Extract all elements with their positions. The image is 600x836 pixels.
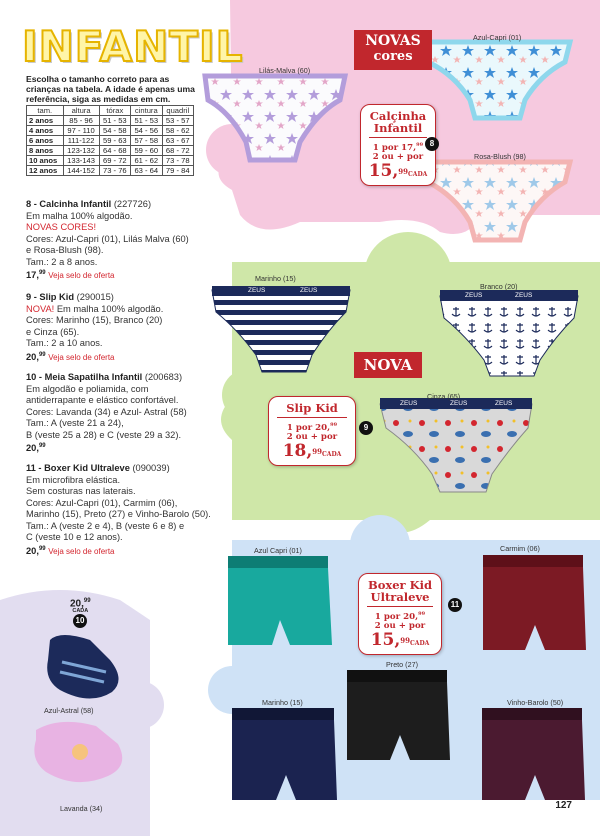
table-cell-age: 12 anos <box>27 166 64 176</box>
panty-lilac-image <box>205 76 345 160</box>
sock-lavender-image <box>34 722 122 782</box>
panty-capri-image <box>425 42 570 118</box>
product-line: C (veste 10 e 12 anos). <box>26 532 123 542</box>
product-price: 20,99 <box>26 351 46 362</box>
table-cell: 111-122 <box>63 136 99 146</box>
intro-text: Escolha o tamanho correto para as crianças na tabela. A idade é apenas uma referência, siga as medidas em cm. <box>26 74 195 104</box>
table-cell: 57 - 58 <box>131 136 162 146</box>
color-label: Rosa-Blush (98) <box>474 152 526 161</box>
table-cell: 53 - 57 <box>162 116 193 126</box>
brand-logo: ZEUS <box>300 287 318 294</box>
product-heading: 10 - Meia Sapatilha Infantil <box>26 372 143 382</box>
product-price: 20,99 <box>26 545 46 556</box>
product-number-badge: 8 <box>425 137 439 151</box>
table-cell: 123-132 <box>63 146 99 156</box>
table-cell: 58 - 62 <box>162 126 193 136</box>
color-label: Marinho (15) <box>262 698 303 707</box>
product-heading: 9 - Slip Kid <box>26 292 75 302</box>
product-heading: 8 - Calcinha Infantil <box>26 199 112 209</box>
product-line: Em algodão e poliamida, com <box>26 383 149 394</box>
product-line: Sem costuras nas laterais. <box>26 486 136 496</box>
brand-logo: ZEUS <box>450 400 468 407</box>
table-cell: 97 - 110 <box>63 126 99 136</box>
table-cell: 73 - 78 <box>162 156 193 166</box>
product-line: Tam.: 2 a 10 anos. <box>26 338 103 348</box>
product-line: Tam.: A (veste 21 a 24), <box>26 418 124 428</box>
table-cell: 59 - 63 <box>99 136 130 146</box>
color-label: Azul Capri (01) <box>254 546 302 555</box>
product-highlight: NOVAS CORES! <box>26 222 97 232</box>
table-cell: 63 - 64 <box>131 166 162 176</box>
sock-astral-image <box>47 635 118 699</box>
product-number-badge: 10 <box>73 614 87 628</box>
offer-note: Veja selo de oferta <box>48 352 115 362</box>
product-line: e Cinza (65). <box>26 326 80 337</box>
boxer-navy-image <box>232 708 337 800</box>
brand-logo: ZEUS <box>495 400 513 407</box>
table-cell: 51 - 53 <box>131 116 162 126</box>
table-cell-age: 2 anos <box>27 116 64 126</box>
brand-logo: ZEUS <box>400 400 418 407</box>
table-header-cell: tórax <box>99 106 130 116</box>
product-price: 20,99 <box>26 443 46 454</box>
table-cell-age: 4 anos <box>27 126 64 136</box>
boxer-barolo-image <box>482 708 585 800</box>
table-cell: 69 - 72 <box>99 156 130 166</box>
product-line: Cores: Marinho (15), Branco (20) <box>26 315 163 325</box>
slip-white-image <box>440 290 578 376</box>
offer-note: Veja selo de oferta <box>48 546 115 556</box>
product-line: Cores: Lavanda (34) e Azul- Astral (58) <box>26 406 187 417</box>
offer-calcinha: Calçinha Infantil 1 por 17,99 2 ou + por 15,99CADA <box>360 104 436 186</box>
brand-logo: ZEUS <box>515 292 533 299</box>
product-code: (200683) <box>144 372 183 382</box>
product-line: e Rosa-Blush (98). <box>26 245 104 255</box>
slip-navy-image <box>212 286 350 372</box>
color-label: Azul-Capri (01) <box>473 33 522 42</box>
brand-logo: ZEUS <box>248 287 266 294</box>
color-label: Cinza (65) <box>427 392 461 401</box>
color-label: Azul-Astral (58) <box>44 706 94 715</box>
product-code: (290015) <box>76 292 114 302</box>
table-cell-age: 8 anos <box>27 146 64 156</box>
product-line: Em malha 100% algodão. <box>26 210 133 221</box>
offer-note: Veja selo de oferta <box>48 271 115 281</box>
color-label: Marinho (15) <box>255 274 296 283</box>
product-price: 17,99 <box>26 270 46 281</box>
sock-price: 20,99 CADA <box>70 598 91 615</box>
color-label: Lilás-Malva (60) <box>259 66 311 75</box>
table-header-cell: quadril <box>162 106 193 116</box>
page-number: 127 <box>555 800 572 811</box>
table-cell: 133-143 <box>63 156 99 166</box>
boxer-carmine-image <box>483 555 586 650</box>
table-cell: 68 - 72 <box>162 146 193 156</box>
table-cell: 59 - 60 <box>131 146 162 156</box>
new-badge: NOVA <box>354 352 422 378</box>
boxer-teal-image <box>228 556 332 645</box>
table-cell: 51 - 53 <box>99 116 130 126</box>
table-cell-age: 6 anos <box>27 136 64 146</box>
color-label: Lavanda (34) <box>60 804 103 813</box>
offer-slip: Slip Kid 1 por 20,99 2 ou + por 18,99CADA <box>268 396 356 466</box>
product-highlight: NOVA! <box>26 303 55 314</box>
table-cell: 64 - 68 <box>99 146 130 156</box>
product-line: antiderrapante e elástico confortável. <box>26 395 179 405</box>
slip-grey-image <box>380 398 532 492</box>
offer-boxer: Boxer Kid Ultraleve 1 por 20,99 2 ou + por 15,99CADA <box>358 573 442 655</box>
table-header-cell: cintura <box>131 106 162 116</box>
table-cell: 73 - 76 <box>99 166 130 176</box>
product-line: Marinho (15), Preto (27) e Vinho-Barolo (50). <box>26 509 211 519</box>
product-code: (227726) <box>113 199 152 209</box>
product-code: (090039) <box>132 463 170 473</box>
product-line: Tam.: 2 a 8 anos. <box>26 256 98 267</box>
color-label: Carmim (06) <box>500 544 540 553</box>
new-colors-badge: NOVAS cores <box>354 30 432 70</box>
product-line: Em malha 100% algodão. <box>54 303 164 314</box>
table-cell: 63 - 67 <box>162 136 193 146</box>
product-line: B (veste 25 a 28) e C (veste 29 a 32). <box>26 429 182 440</box>
table-cell: 144-152 <box>63 166 99 176</box>
table-header-cell: altura <box>63 106 99 116</box>
table-cell: 61 - 62 <box>131 156 162 166</box>
color-label: Branco (20) <box>480 282 518 291</box>
table-cell: 54 - 56 <box>131 126 162 136</box>
table-cell-age: 10 anos <box>27 156 64 166</box>
product-line: Em microfibra elástica. <box>26 474 121 485</box>
brand-logo: ZEUS <box>465 292 483 299</box>
table-cell: 79 - 84 <box>162 166 193 176</box>
color-label: Vinho-Barolo (50) <box>507 698 564 707</box>
boxer-black-image <box>347 670 450 760</box>
panty-blush-image <box>425 162 570 240</box>
product-number-badge: 11 <box>448 598 462 612</box>
product-line: Cores: Azul-Capri (01), Lilás Malva (60) <box>26 233 189 244</box>
product-number-badge: 9 <box>359 421 373 435</box>
table-cell: 85 - 96 <box>63 116 99 126</box>
color-label: Preto (27) <box>386 660 418 669</box>
table-cell: 54 - 58 <box>99 126 130 136</box>
page-title: INFANTIL <box>22 22 244 71</box>
table-header-cell: tam. <box>27 106 64 116</box>
product-line: Tam.: A (veste 2 e 4), B (veste 6 e 8) e <box>26 520 185 531</box>
product-line: Cores: Azul-Capri (01), Carmim (06), <box>26 497 178 508</box>
product-heading: 11 - Boxer Kid Ultraleve <box>26 463 130 473</box>
